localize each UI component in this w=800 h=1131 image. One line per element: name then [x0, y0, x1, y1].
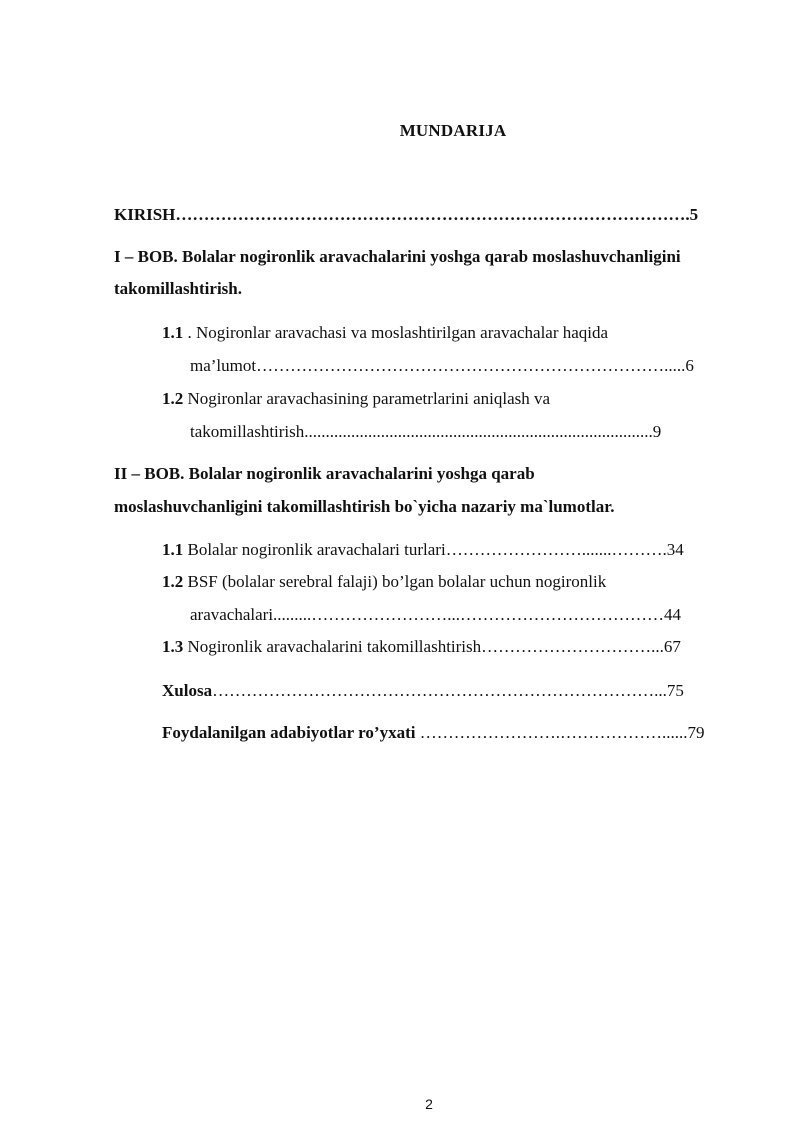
toc-chapter-1-line-2: takomillashtirish. [114, 279, 242, 298]
toc-section-1-1-line-2: ma’lumot……………………………………………………………….....6 [190, 356, 694, 375]
section-number: 1.1 [162, 323, 184, 342]
toc-section-1-2 [162, 389, 550, 409]
section-title: BSF (bolalar serebral falaji) bo’lgan bolalar uchun nogironlik [183, 572, 607, 591]
toc-kirish-text: KIRISH……………………………………………………………………………….5 [114, 205, 699, 224]
section-number: 1.2 [162, 572, 184, 591]
toc-entry-references [162, 723, 704, 743]
section-number: 1.2 [162, 389, 184, 408]
toc-section-2-3 [162, 637, 681, 657]
references-leader: …………………….………………......79 [415, 723, 705, 742]
references-label: Foydalanilgan adabiyotlar ro’yxati [162, 723, 416, 742]
toc-section-2-1 [162, 540, 684, 560]
xulosa-leader: ……………………………………………………………………...75 [212, 681, 684, 700]
toc-entry-xulosa [162, 681, 684, 701]
toc-chapter-2-line-1: II – BOB. Bolalar nogironlik aravachalarini yoshga qarab [114, 464, 535, 483]
page-title: MUNDARIJA [399, 121, 507, 140]
toc-chapter-1-line-1: I – BOB. Bolalar nogironlik aravachalarini yoshga qarab moslashuvchanligini [114, 247, 681, 266]
xulosa-label: Xulosa [162, 681, 213, 700]
page-number: 2 [425, 1096, 433, 1112]
section-title: . Nogironlar aravachasi va moslashtirilgan aravachalar haqida [183, 323, 609, 342]
section-title: Nogironlar aravachasining parametrlarini aniqlash va [183, 389, 551, 408]
toc-chapter-2-line-2: moslashuvchanligini takomillashtirish bo`yicha nazariy ma`lumotlar. [114, 497, 615, 516]
section-number: 1.1 [162, 540, 184, 559]
toc-section-1-2-line-2: takomillashtirish..................................................................................9 [190, 422, 662, 441]
toc-section-2-2 [162, 572, 606, 592]
section-title: Nogironlik aravachalarini takomillashtirish…………………………...67 [183, 637, 681, 656]
toc-section-1-1 [162, 323, 608, 343]
toc-section-2-2-line-2: aravachalari.........……………………...………………………………44 [190, 605, 682, 624]
toc-entry-kirish [114, 205, 698, 225]
section-number: 1.3 [162, 637, 184, 656]
section-title: Bolalar nogironlik aravachalari turlari…………………….......……….34 [183, 540, 684, 559]
